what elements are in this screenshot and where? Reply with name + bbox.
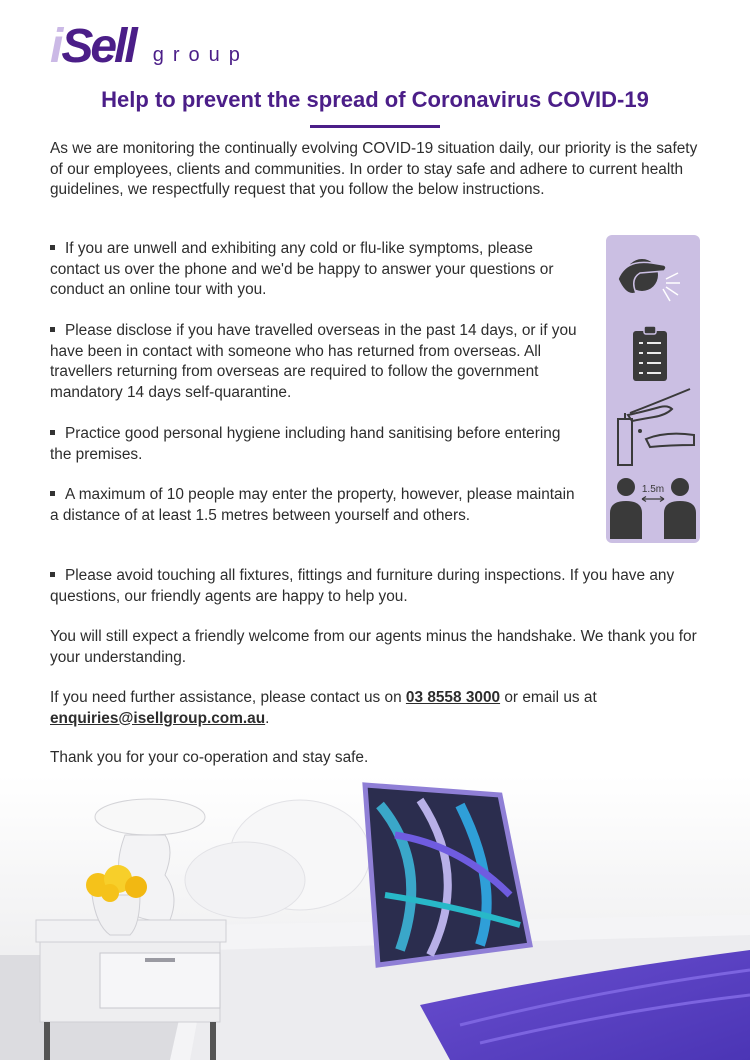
logo-i: i (50, 20, 62, 73)
instruction-text: Please avoid touching all fixtures, fittings and furniture during inspections. If you have any questions, our friendly agents are happy to help you. (50, 567, 675, 605)
sneeze-into-elbow-icon (606, 249, 700, 311)
instruction-item (50, 485, 580, 526)
bullet-icon (50, 572, 55, 577)
bullet-icon (50, 327, 55, 332)
instruction-text: If you are unwell and exhibiting any cold or flu-like symptoms, please contact us over the phone and we'd be happy to answer your questions or conduct an online tour with you. (50, 240, 554, 298)
social-distance-icon (606, 475, 700, 541)
contact-paragraph: If you need further assistance, please contact us on 03 8558 3000 or email us at enquiries@isellgroup.com.au. (50, 689, 597, 727)
instruction-text: Practice good personal hygiene including hand sanitising before entering the premises. (50, 425, 561, 463)
bullet-icon (50, 245, 55, 250)
bullet-icon (50, 491, 55, 496)
distance-label: 1.5m (641, 484, 665, 495)
bedroom-photo (0, 775, 750, 1060)
phone-link[interactable]: 03 8558 3000 (405, 689, 501, 706)
contact-text: or email us at (500, 689, 597, 706)
email-link[interactable]: enquiries@isellgroup.com.au (50, 709, 266, 727)
checklist-icon (606, 323, 700, 387)
welcome-paragraph: You will still expect a friendly welcome from our agents minus the handshake. We thank you for your understanding. (50, 628, 697, 666)
contact-text: If you need further assistance, please contact us on (50, 689, 406, 706)
isell-group-logo (50, 20, 249, 73)
precaution-icons-panel (606, 235, 700, 543)
closing-paragraph: Thank you for your co-operation and stay safe. (50, 749, 369, 766)
bullet-icon (50, 430, 55, 435)
instruction-item (50, 239, 585, 301)
instruction-item (50, 321, 590, 403)
instruction-text: Please disclose if you have travelled overseas in the past 14 days, or if you have been in contact with someone who has returned from overseas. All travellers returning from overseas are required to follow the government mandatory 14 days self-quarantine. (50, 322, 577, 401)
intro-paragraph: As we are monitoring the continually evolving COVID-19 situation daily, our priority is the safety of our employees, clients and communities. In order to stay safe and adhere to current health guidelines, we respectfully request that you follow the below instructions. (50, 140, 698, 198)
instruction-item (50, 566, 700, 607)
instruction-text: A maximum of 10 people may enter the property, however, please maintain a distance of at least 1.5 metres between yourself and others. (50, 486, 575, 524)
logo-sell: Sell (61, 20, 135, 73)
title-underline (310, 125, 440, 128)
instruction-item (50, 424, 575, 465)
logo-group: group (152, 44, 249, 66)
page-title: Help to prevent the spread of Coronavirus COVID-19 (101, 87, 649, 112)
hand-sanitiser-icon (606, 385, 700, 469)
